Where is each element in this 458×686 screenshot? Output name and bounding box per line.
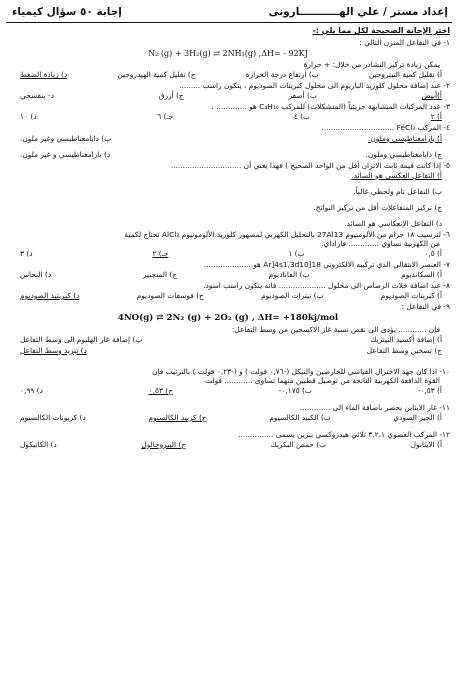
question-2-text: ٢- عند إضافة محلول كلوريد الباريوم الى محلول كبريتات الصوديوم ، يتكون راسب ......... [179, 81, 450, 91]
option-a-selected[interactable]: أ) ٢ [430, 112, 442, 122]
option-c-selected[interactable]: ج) ٠,٥٣ [148, 385, 173, 395]
option-d[interactable]: د) الكاتيكول [20, 439, 57, 449]
question-9-options-row1 [6, 335, 450, 344]
option-d[interactable]: د) ٣ [20, 248, 33, 258]
question-10 [6, 367, 452, 395]
question-4 [6, 123, 452, 158]
option-d[interactable]: د) النحاس [20, 269, 52, 279]
question-10-text: ١٠- اذا كان جهد الاختزال القياسي للخارصين والنيكل (-٠,٧٦ فولت ) و (-٠,٢٣ فولت ) بالترتيب فإن [152, 366, 450, 376]
question-5-text: ٥- إذا كانت قيمة ثابت الاتزان أقل من الواحد الصحيح ) فهذا يعني أن .............................. [170, 160, 450, 170]
option-c[interactable]: ج) أزرق [158, 91, 184, 101]
question-11-text: ١١- غاز الايثاين يحضر باضافة الماء الى ............. [299, 402, 450, 412]
option-b[interactable]: ب) أصفر [288, 91, 317, 101]
question-6-text-continued: من الكهربية تساوي ............. فاراداي. [321, 238, 440, 248]
author-line: إعداد مستر / علي الهـــــــــــارونى [268, 6, 448, 18]
question-5 [6, 161, 452, 228]
question-9-options-row2 [6, 346, 450, 355]
option-d[interactable]: د) بارامغناطيسي و غير ملون. [20, 149, 111, 159]
question-12-text: ١٢- المركب العضوي ٣،٢،١ ثلاثي هيدروكسي بنزين يسمى ............... [238, 429, 450, 439]
option-a-selected[interactable]: أ) التفاعل العكسي هو السائد. [351, 170, 442, 180]
question-6-options [6, 249, 450, 258]
option-a[interactable]: أ) تقليل كمية النيتروجين [368, 70, 442, 80]
option-b[interactable]: ب) إضافة غاز الهليوم الى وسط التفاعل [20, 335, 143, 345]
option-a-selected[interactable]: أ) بارامغناطيسي وملون. [367, 133, 442, 143]
question-12-options [6, 440, 450, 449]
option-c[interactable]: جـ) ٦ [157, 112, 174, 122]
question-1 [6, 38, 452, 80]
question-1-stem: يمكن زيادة تركيز النشادر من خلال: + حرارة [303, 60, 440, 70]
option-c-selected[interactable]: ج) كربيد الكالسيوم [148, 412, 207, 422]
option-b[interactable]: ب) الفاناديوم [268, 269, 310, 279]
question-11 [6, 403, 452, 422]
option-c[interactable]: ج) تركيز المتفاعلات أقل من تركيز النواتج. [313, 202, 442, 212]
question-10-options [6, 386, 450, 395]
option-d[interactable]: د- بنفسجي [20, 91, 54, 101]
question-8-text: ٨- عند اضافة خلات الرصاص الى محلول .................... فانه يتكون راسب اسود. [203, 280, 450, 290]
question-7 [6, 260, 452, 279]
option-b[interactable]: ب) حمض البكريك [270, 439, 327, 449]
question-4-options-row2 [6, 150, 450, 159]
option-b[interactable]: ب) التفاعل تام ولحظي غالباً. [353, 186, 442, 196]
option-d[interactable]: د) ٠,٩٩ [20, 385, 43, 395]
option-c[interactable]: ج) دايامغناطيسي وملون. [365, 149, 442, 159]
option-d[interactable]: د) ١٠ [20, 112, 37, 122]
instructions: اختر الإجابة الصحيحة لكل مما يلي :- [312, 26, 450, 35]
option-d[interactable]: د) كربونات الكالسيوم [20, 412, 86, 422]
worksheet-page [6, 6, 452, 680]
question-2 [6, 81, 452, 100]
option-c[interactable]: ج) فوسفات الصوديوم [136, 290, 204, 300]
option-d-selected[interactable]: د) زيادة الضغط [20, 70, 68, 80]
option-b[interactable]: ب) ٠,١٧٥- [278, 385, 312, 395]
worksheet-title: إجابة ٥٠ سؤال كيمياء [12, 6, 122, 18]
question-12 [6, 430, 452, 449]
question-3-options [6, 112, 450, 121]
question-6 [6, 230, 452, 258]
option-a-selected[interactable]: أ)أبيض [421, 91, 442, 101]
question-9 [6, 302, 452, 355]
option-b[interactable]: ب) ارتفاع درجة الحرارة [245, 70, 319, 80]
option-b[interactable]: ب) نيترات الصوديوم [261, 290, 324, 300]
question-3 [6, 102, 452, 121]
question-7-options [6, 270, 450, 279]
question-4-text: ٤- المركب FeCl₃ ............................... [321, 123, 450, 133]
option-b[interactable]: ب) الكبيد الكالسيوم [269, 412, 331, 422]
option-a[interactable]: أ) الايثانول [410, 439, 442, 449]
option-c-selected[interactable]: جـ) ٢ [152, 248, 169, 258]
option-a[interactable]: أ) ٠,٥٣- [417, 385, 442, 395]
question-1-options [6, 70, 450, 79]
question-1-equation: N₂ (g) + 3H₂(g) ⇄ 2NH₃(g) ,ΔH= - 92KJ [148, 48, 308, 58]
option-a[interactable]: أ) السكانديوم [401, 269, 442, 279]
option-a[interactable]: أ) كبريتات الصوديوم [380, 290, 442, 300]
option-d[interactable]: د) التفاعل الإنعكاسي هو السائد. [344, 218, 442, 228]
question-2-options [6, 91, 450, 100]
option-a[interactable]: أ) ٠,٥ [424, 248, 442, 258]
option-c-selected[interactable]: ج) البيروجالول [141, 439, 187, 449]
option-b[interactable]: ب) ٤ [293, 112, 311, 122]
option-c[interactable]: ج) تقليل كمية الهيدروجين [117, 70, 196, 80]
option-b[interactable]: ب) ١ [288, 248, 305, 258]
question-3-text: ٣- عدد المركبات المتشابهة جزيئياً (المتشكلات) للمركب C₄H₁₀ هو ............. . [211, 102, 450, 112]
option-d-selected[interactable]: د) تبريد وسط التفاعل [20, 345, 87, 355]
question-10-text-continued: القوة الدافعة الكهربية الناتجة من توصيل قطبين منهما تساوى ............ فولت [205, 375, 440, 385]
question-1-text: ١- في التفاعل المتزن التالي : [359, 37, 450, 47]
question-9-equation: 4NO(g) ⇄ 2N₂ (g) + 2O₂ (g) , ΔH= +180kj/mol [117, 312, 339, 323]
question-6-text: ٦- لترسيب ١٨ جرام من الألومنيوم 27Al13 بالتحليل الكهربي لمصهور كلوريد الألومونيوم AlCl₃ تحتاج لكمية [124, 229, 450, 239]
question-8 [6, 281, 452, 300]
option-b[interactable]: ب) دايامغناطيسي وغير ملون. [20, 133, 112, 143]
question-11-options [6, 413, 450, 422]
option-a[interactable]: أ) الجير الصودي [393, 412, 442, 422]
question-7-text: ٧- العنصر الانتقالي الذي تركيبه الالكتروني Ar]4s1,3d10]18 هو..................... [203, 259, 450, 269]
question-9-stem: فإن ............ يؤدى الى نقص نسبة غاز الاكسجين من وسط التفاعل: [231, 325, 440, 335]
option-c[interactable]: ج) تسخين وسط التفاعل [366, 345, 442, 355]
page-header [6, 6, 452, 23]
option-d-selected[interactable]: د) كبريتيد الصوديوم [20, 290, 80, 300]
question-9-text: ٩- في التفاعل : [401, 301, 450, 311]
option-a[interactable]: أ) إضافة أكسيد النيتريك [370, 335, 442, 345]
question-8-options [6, 291, 450, 300]
question-4-options-row1 [6, 134, 450, 143]
option-c[interactable]: ج) المنجنيز [142, 269, 178, 279]
